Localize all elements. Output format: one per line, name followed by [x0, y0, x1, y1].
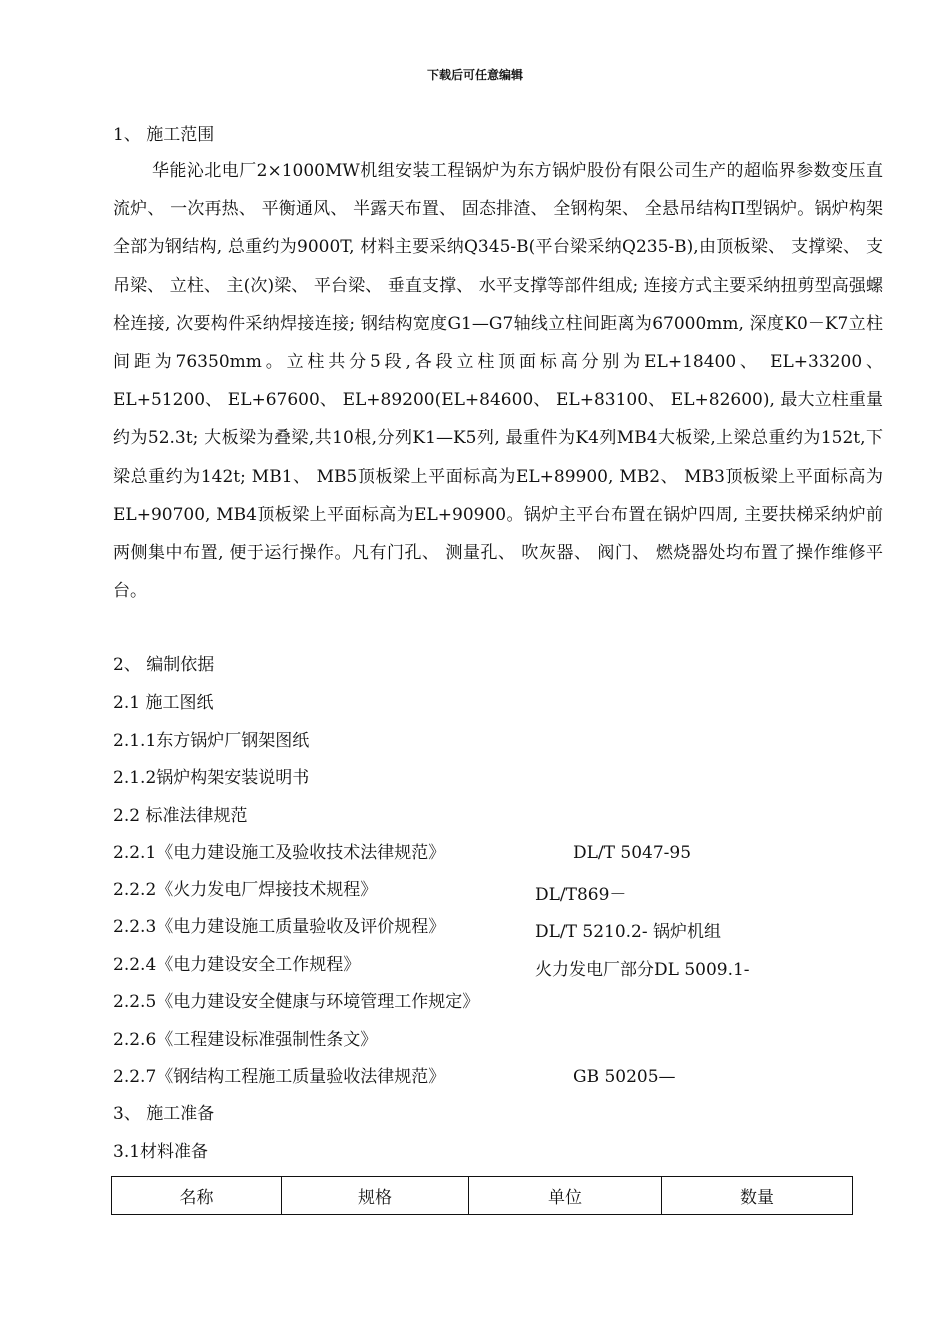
standard-code: DL/T 5047-95: [573, 843, 692, 863]
standard-code: DL/T869－: [535, 885, 627, 905]
section-2-1-1: 2.1.1东方锅炉厂钢架图纸: [113, 731, 310, 751]
column-header-name: 名称: [112, 1177, 282, 1215]
column-header-quantity: 数量: [662, 1177, 853, 1215]
standard-name: 2.2.4《电力建设安全工作规程》: [113, 955, 361, 975]
standard-name: 2.2.7《钢结构工程施工质量验收法律规范》: [113, 1067, 446, 1087]
table-header-row: [112, 1177, 853, 1215]
column-header-spec: 规格: [282, 1177, 469, 1215]
section-1-title: 1、 施工范围: [113, 125, 215, 145]
materials-table: [111, 1176, 853, 1215]
section-2-1-2: 2.1.2锅炉构架安装说明书: [113, 768, 310, 788]
standard-code: GB 50205—: [573, 1067, 676, 1087]
section-3-1-heading: 3.1材料准备: [113, 1142, 209, 1162]
section-2-2-heading: 2.2 标准法律规范: [113, 806, 248, 826]
standard-name: 2.2.1《电力建设施工及验收技术法律规范》: [113, 843, 446, 863]
standard-name: 2.2.6《工程建设标准强制性条文》: [113, 1030, 378, 1050]
section-3-title: 3、 施工准备: [113, 1104, 215, 1124]
standard-code: DL/T 5210.2- 锅炉机组: [535, 922, 722, 942]
page-header: 下载后可任意编辑: [426, 68, 523, 82]
section-2-1-heading: 2.1 施工图纸: [113, 693, 214, 713]
standard-name: 2.2.5《电力建设安全健康与环境管理工作规定》: [113, 992, 480, 1012]
standard-name: 2.2.2《火力发电厂焊接技术规程》: [113, 880, 378, 900]
standard-name: 2.2.3《电力建设施工质量验收及评价规程》: [113, 917, 446, 937]
section-2-title: 2、 编制依据: [113, 655, 215, 675]
standard-code: 火力发电厂部分DL 5009.1-: [535, 960, 750, 980]
section-1-paragraph: 华能沁北电厂2×1000MW机组安装工程锅炉为东方锅炉股份有限公司生产的超临界参数变压直流炉、 一次再热、 平衡通风、 半露天布置、 固态排渣、 全钢构架、 全悬吊结构Π型锅炉。锅炉构架全部为钢结构, 总重约为9000T, 材料主要采纳Q345-B(平台梁采纳Q235-B),由顶板梁、 支撑梁、 支吊梁、 立柱、 主(次)梁、 平台梁、 垂直支撑、 水平支撑等部件组成; 连接方式主要采纳扭剪型高强螺栓连接, 次要构件采纳焊接连接; 钢结构宽度G1—G7轴线立柱间距离为67000mm, 深度K0－K7立柱间距为76350mm。立柱共分5段,各段立柱顶面标高分别为EL+18400、 EL+33200、 EL+51200、 EL+67600、 EL+89200(EL+84600、 EL+83100、 EL+82600), 最大立柱重量约为52.3t; 大板梁为叠梁,共10根,分列K1—K5列, 最重件为K4列MB4大板梁,上梁总重约为152t,下梁总重约为142t; MB1、 MB5顶板梁上平面标高为EL+89900, MB2、 MB3顶板梁上平面标高为EL+90700, MB4顶板梁上平面标高为EL+90900。锅炉主平台布置在锅炉四周, 主要扶梯采纳炉前两侧集中布置, 便于运行操作。凡有门孔、 测量孔、 吹灰器、 阀门、 燃烧器处均布置了操作维修平台。: [113, 161, 883, 602]
column-header-unit: 单位: [469, 1177, 662, 1215]
